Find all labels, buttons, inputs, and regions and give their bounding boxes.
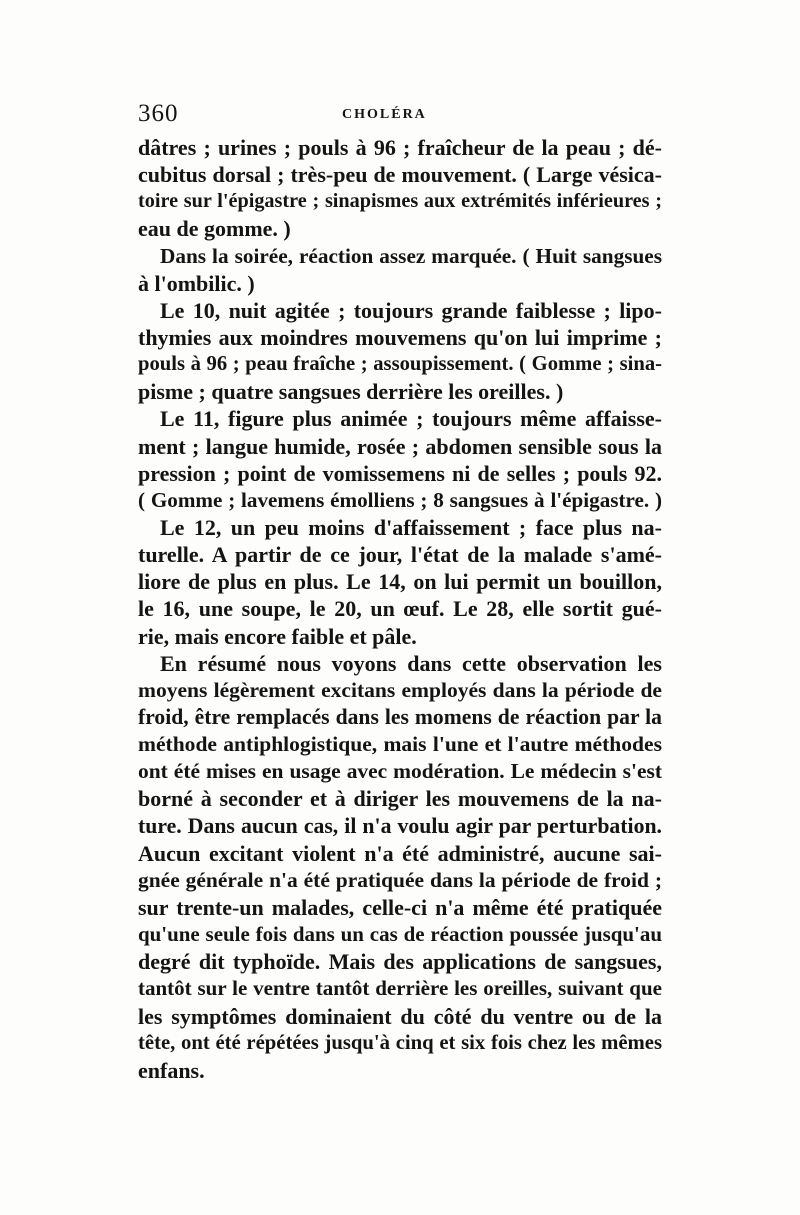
text-line: Dans la soirée, réaction assez marquée. ( Huit sangsues [160,243,662,268]
page-number: 360 [138,100,179,127]
text-line: tantôt sur le ventre tantôt derrière les oreilles, suivant que [138,976,662,1001]
text-line: En résumé nous voyons dans cette observation les [160,650,662,676]
text-line: eau de gomme. ) [138,216,291,242]
text-line: le 16, une soupe, le 20, un œuf. Le 28, elle sortit gué- [138,596,662,622]
text-line: gnée générale n'a été pratiquée dans la période de froid ; [138,867,662,892]
text-line: moyens légèrement excitans employés dans la période de [138,677,662,702]
text-line: turelle. A partir de ce jour, l'état de la malade s'amé- [138,542,662,568]
text-line: à l'ombilic. ) [138,270,255,296]
text-line: thymies aux moindres mouvemens qu'on lui imprime ; [138,324,662,350]
text-line: pouls à 96 ; peau fraîche ; assoupissement. ( Gomme ; sina- [138,353,662,376]
text-line: rie, mais encore faible et pâle. [138,623,417,649]
text-line: les symptômes dominaient du côté du ventre ou de la [138,1003,662,1029]
text-line: pression ; point de vomissemens ni de selles ; pouls 92. [138,460,662,486]
running-title: CHOLÉRA [342,107,427,122]
text-line: sur trente-un malades, celle-ci n'a même été pratiquée [138,894,662,920]
text-line: ont été mises en usage avec modération. Le médecin s'est [138,759,662,784]
text-line: tête, ont été répétées jusqu'à cinq et six fois chez les mêmes [138,1031,662,1054]
text-line: dâtres ; urines ; pouls à 96 ; fraîcheur de la peau ; dé- [138,135,662,160]
text-line: ( Gomme ; lavemens émolliens ; 8 sangsues à l'épigastre. ) [138,487,662,512]
text-line: liore de plus en plus. Le 14, on lui permit un bouillon, [138,569,662,595]
text-line: toire sur l'épigastre ; sinapismes aux extrémités inférieures ; [138,190,662,213]
text-line: pisme ; quatre sangsues derrière les oreilles. ) [138,379,564,405]
text-line: méthode antiphlogistique, mais l'une et l'autre méthodes [138,732,662,757]
page-header [138,100,662,128]
text-line: cubitus dorsal ; très-peu de mouvement. ( Large vésica- [138,162,662,188]
text-line: Aucun excitant violent n'a été administré, aucune sai- [138,840,662,866]
text-line: degré dit typhoïde. Mais des applications de sangsues, [138,949,662,975]
text-line: Le 11, figure plus animée ; toujours même affaisse- [160,406,662,432]
body-text [138,134,662,1084]
text-line: borné à seconder et à diriger les mouvemens de la na- [138,786,662,812]
text-line: froid, être remplacés dans les momens de réaction par la [138,704,662,729]
text-line: Le 12, un peu moins d'affaissement ; face plus na- [160,514,662,540]
text-line: ture. Dans aucun cas, il n'a voulu agir par perturbation. [138,813,662,838]
text-line: qu'une seule fois dans un cas de réaction poussée jusqu'au [138,922,662,947]
text-line: enfans. [138,1057,205,1083]
text-line: ment ; langue humide, rosée ; abdomen sensible sous la [138,433,662,459]
text-line: Le 10, nuit agitée ; toujours grande faiblesse ; lipo- [160,297,662,323]
